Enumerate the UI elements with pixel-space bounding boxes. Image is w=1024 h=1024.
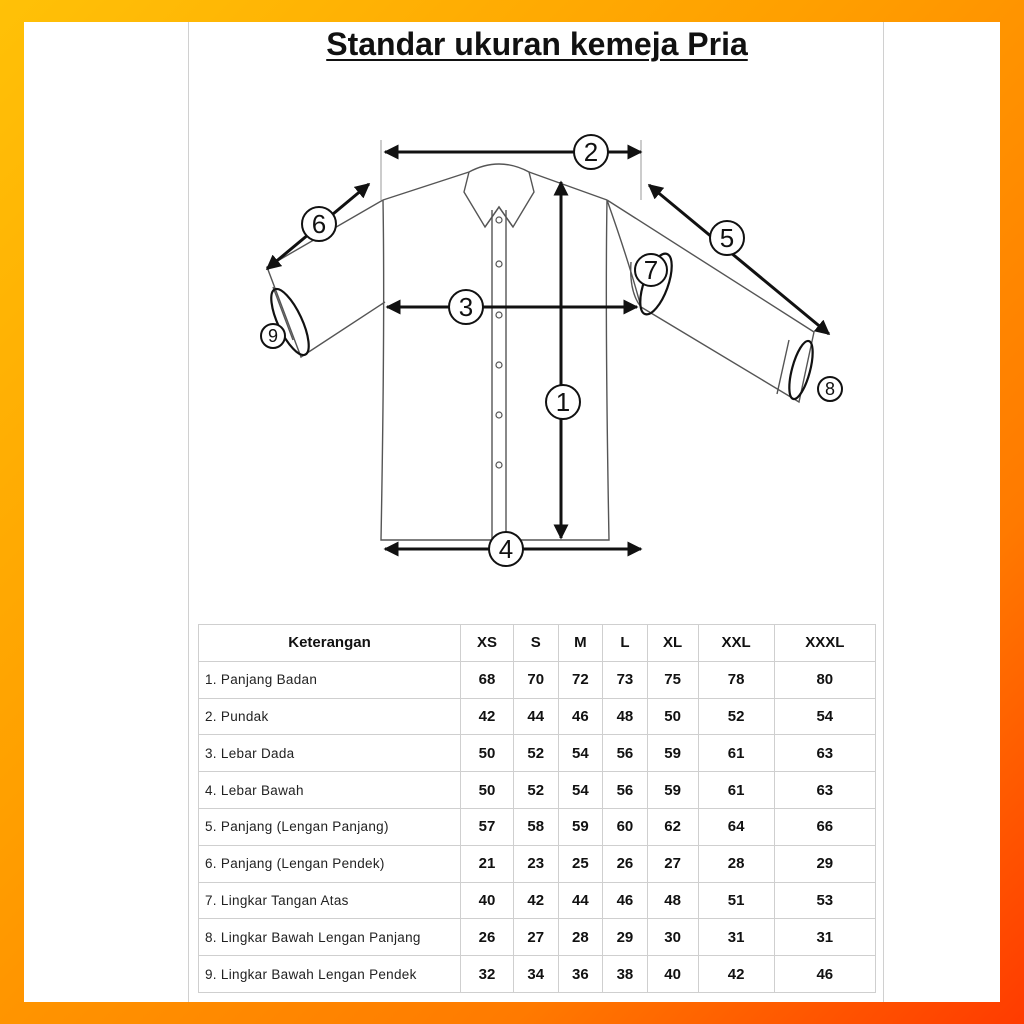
size-value: 28 bbox=[558, 919, 603, 956]
table-row bbox=[199, 808, 876, 845]
row-description: 5. Panjang (Lengan Panjang) bbox=[199, 808, 461, 845]
svg-text:5: 5 bbox=[719, 223, 735, 253]
size-value: 28 bbox=[698, 845, 774, 882]
size-value: 58 bbox=[513, 808, 558, 845]
shirt-outline bbox=[267, 164, 814, 540]
table-body bbox=[199, 661, 876, 992]
size-value: 59 bbox=[647, 772, 698, 809]
size-value: 60 bbox=[603, 808, 648, 845]
svg-text:6: 6 bbox=[311, 209, 327, 239]
size-value: 54 bbox=[774, 698, 875, 735]
table-row bbox=[199, 882, 876, 919]
size-value: 46 bbox=[558, 698, 603, 735]
header-xl: XL bbox=[647, 625, 698, 662]
table-row bbox=[199, 845, 876, 882]
size-value: 52 bbox=[513, 735, 558, 772]
arrow-5-long-sleeve bbox=[649, 185, 829, 334]
row-description: 8. Lingkar Bawah Lengan Panjang bbox=[199, 919, 461, 956]
badge-9 bbox=[261, 324, 285, 348]
size-value: 80 bbox=[774, 661, 875, 698]
size-value: 40 bbox=[461, 882, 514, 919]
size-value: 52 bbox=[698, 698, 774, 735]
size-value: 30 bbox=[647, 919, 698, 956]
row-description: 2. Pundak bbox=[199, 698, 461, 735]
size-value: 50 bbox=[461, 735, 514, 772]
size-value: 40 bbox=[647, 956, 698, 993]
size-value: 42 bbox=[461, 698, 514, 735]
size-value: 38 bbox=[603, 956, 648, 993]
header-keterangan: Keterangan bbox=[199, 625, 461, 662]
size-table bbox=[198, 624, 876, 993]
svg-text:2: 2 bbox=[583, 137, 599, 167]
size-chart-sheet bbox=[188, 22, 884, 1002]
size-value: 68 bbox=[461, 661, 514, 698]
size-value: 34 bbox=[513, 956, 558, 993]
header-l: L bbox=[603, 625, 648, 662]
size-value: 36 bbox=[558, 956, 603, 993]
image-frame bbox=[24, 22, 1000, 1002]
size-value: 27 bbox=[647, 845, 698, 882]
shirt-buttons bbox=[496, 217, 502, 468]
size-value: 70 bbox=[513, 661, 558, 698]
shirt-diagram bbox=[189, 22, 885, 622]
size-value: 61 bbox=[698, 735, 774, 772]
size-value: 51 bbox=[698, 882, 774, 919]
badge-6 bbox=[302, 207, 336, 241]
badge-2 bbox=[574, 135, 608, 169]
badge-7 bbox=[635, 254, 667, 286]
size-value: 26 bbox=[461, 919, 514, 956]
size-value: 62 bbox=[647, 808, 698, 845]
svg-text:8: 8 bbox=[824, 379, 836, 399]
row-description: 6. Panjang (Lengan Pendek) bbox=[199, 845, 461, 882]
row-description: 3. Lebar Dada bbox=[199, 735, 461, 772]
size-value: 78 bbox=[698, 661, 774, 698]
table-row bbox=[199, 661, 876, 698]
table-row bbox=[199, 735, 876, 772]
badge-4 bbox=[489, 532, 523, 566]
size-value: 73 bbox=[603, 661, 648, 698]
size-value: 72 bbox=[558, 661, 603, 698]
size-value: 64 bbox=[698, 808, 774, 845]
table-row bbox=[199, 698, 876, 735]
badge-1 bbox=[546, 385, 580, 419]
size-value: 42 bbox=[513, 882, 558, 919]
table-row bbox=[199, 772, 876, 809]
size-value: 27 bbox=[513, 919, 558, 956]
row-description: 9. Lingkar Bawah Lengan Pendek bbox=[199, 956, 461, 993]
size-value: 32 bbox=[461, 956, 514, 993]
svg-text:4: 4 bbox=[498, 534, 514, 564]
table-row bbox=[199, 919, 876, 956]
row-description: 1. Panjang Badan bbox=[199, 661, 461, 698]
svg-text:1: 1 bbox=[555, 387, 571, 417]
badge-3 bbox=[449, 290, 483, 324]
size-value: 29 bbox=[774, 845, 875, 882]
header-xxxl: XXXL bbox=[774, 625, 875, 662]
size-value: 56 bbox=[603, 772, 648, 809]
size-value: 54 bbox=[558, 772, 603, 809]
size-value: 59 bbox=[558, 808, 603, 845]
header-m: M bbox=[558, 625, 603, 662]
size-value: 50 bbox=[647, 698, 698, 735]
row-description: 7. Lingkar Tangan Atas bbox=[199, 882, 461, 919]
size-value: 46 bbox=[774, 956, 875, 993]
table-header-row bbox=[199, 625, 876, 662]
size-value: 42 bbox=[698, 956, 774, 993]
size-value: 66 bbox=[774, 808, 875, 845]
size-value: 21 bbox=[461, 845, 514, 882]
header-xs: XS bbox=[461, 625, 514, 662]
size-value: 50 bbox=[461, 772, 514, 809]
size-value: 46 bbox=[603, 882, 648, 919]
svg-text:3: 3 bbox=[458, 292, 474, 322]
arrow-8-long-cuff bbox=[785, 339, 818, 402]
size-value: 48 bbox=[647, 882, 698, 919]
size-value: 75 bbox=[647, 661, 698, 698]
size-value: 61 bbox=[698, 772, 774, 809]
size-value: 54 bbox=[558, 735, 603, 772]
size-value: 31 bbox=[698, 919, 774, 956]
badge-5 bbox=[710, 221, 744, 255]
badge-8 bbox=[818, 377, 842, 401]
size-value: 63 bbox=[774, 735, 875, 772]
size-value: 31 bbox=[774, 919, 875, 956]
size-value: 48 bbox=[603, 698, 648, 735]
size-value: 23 bbox=[513, 845, 558, 882]
svg-text:9: 9 bbox=[267, 326, 279, 346]
row-description: 4. Lebar Bawah bbox=[199, 772, 461, 809]
size-value: 44 bbox=[513, 698, 558, 735]
size-value: 53 bbox=[774, 882, 875, 919]
size-value: 26 bbox=[603, 845, 648, 882]
size-value: 29 bbox=[603, 919, 648, 956]
size-value: 57 bbox=[461, 808, 514, 845]
header-s: S bbox=[513, 625, 558, 662]
size-value: 59 bbox=[647, 735, 698, 772]
table-row bbox=[199, 956, 876, 993]
header-xxl: XXL bbox=[698, 625, 774, 662]
size-value: 63 bbox=[774, 772, 875, 809]
svg-text:7: 7 bbox=[643, 255, 659, 285]
size-value: 25 bbox=[558, 845, 603, 882]
size-value: 44 bbox=[558, 882, 603, 919]
size-value: 56 bbox=[603, 735, 648, 772]
size-value: 52 bbox=[513, 772, 558, 809]
page-title: Standar ukuran kemeja Pria bbox=[326, 26, 748, 62]
